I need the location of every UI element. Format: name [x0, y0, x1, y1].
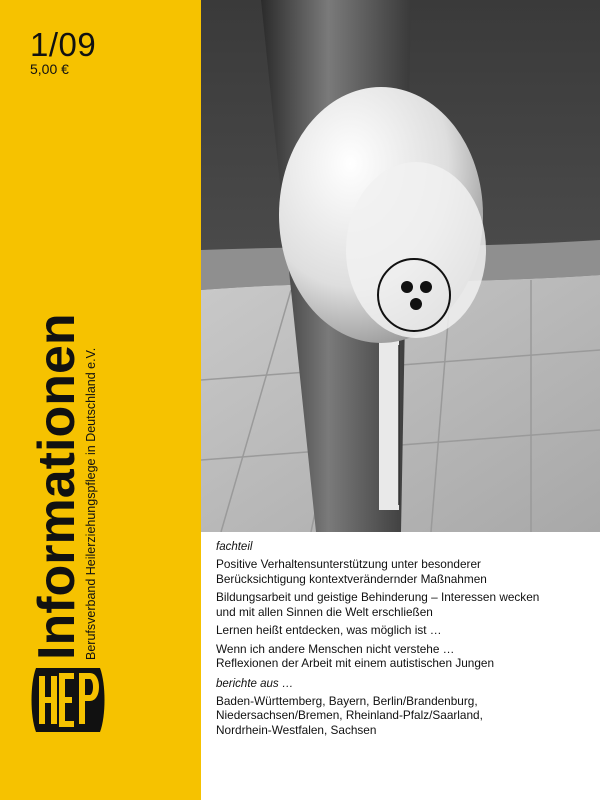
article-title-line: Positive Verhaltensunterstützung unter besonderer: [216, 557, 481, 571]
article-title-line: Bildungsarbeit und geistige Behinderung – Interessen wecken: [216, 590, 540, 604]
article-title-line: Wenn ich andere Menschen nicht verstehe …: [216, 641, 455, 656]
article-title-line: Berücksichtigung kontextverändernder Maßnahmen: [216, 571, 487, 586]
hep-logo: [28, 664, 108, 736]
issue-number: 1/09: [30, 26, 97, 63]
yellow-sidebar: [0, 0, 201, 800]
article-item: [216, 557, 586, 586]
article-item: [216, 623, 586, 638]
article-title-line: Lernen heißt entdecken, was möglich ist …: [216, 623, 442, 637]
publisher-subtitle: Berufsverband Heilerziehungspflege in Deutschland e.V.: [84, 347, 98, 660]
region-line: Nordrhein-Westfalen, Sachsen: [216, 722, 377, 737]
article-item: [216, 590, 586, 619]
title-block: [28, 210, 138, 660]
berichte-regions: [216, 694, 586, 738]
region-line: Niedersachsen/Bremen, Rheinland-Pfalz/Saarland,: [216, 708, 483, 722]
berichte-label: berichte aus …: [216, 677, 294, 690]
table-of-contents: [216, 540, 586, 741]
cover-photo: [201, 0, 600, 532]
article-title-line: Reflexionen der Arbeit mit einem autistischen Jungen: [216, 656, 495, 670]
issue-price: 5,00 €: [30, 61, 69, 77]
magazine-title: Informationen: [28, 313, 86, 660]
fachteil-label: fachteil: [216, 541, 253, 553]
article-item: [216, 642, 586, 671]
region-line: Baden-Württemberg, Bayern, Berlin/Brandenburg,: [216, 693, 478, 708]
article-title-line: und mit allen Sinnen die Welt erschließen: [216, 604, 433, 619]
